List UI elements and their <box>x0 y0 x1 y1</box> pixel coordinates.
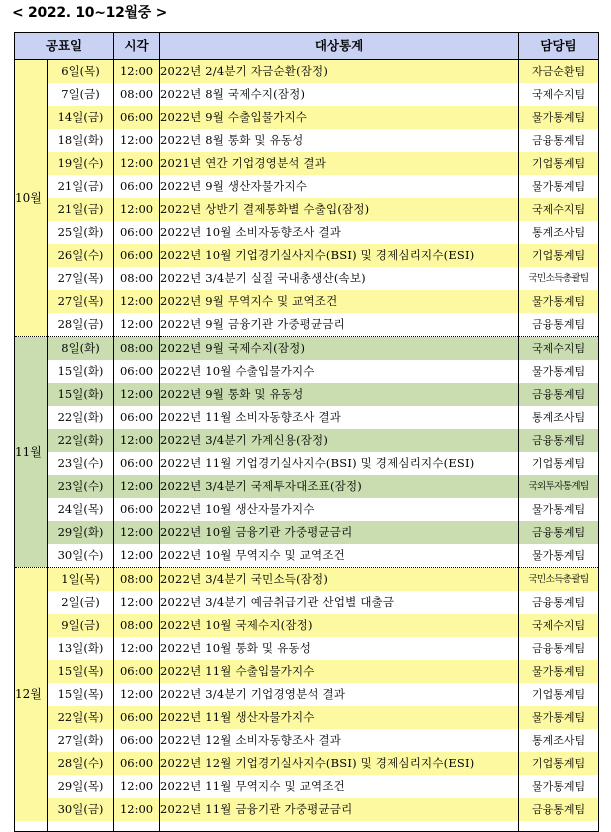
statistic-name: 2022년 9월 금융기관 가중평균금리 <box>160 313 519 337</box>
statistic-name: 2022년 3/4분기 예금취급기관 산업별 대출금 <box>160 591 519 614</box>
release-day: 15일(목) <box>48 683 114 706</box>
page-title: < 2022. 10~12월중 > <box>12 5 168 21</box>
table-row <box>15 337 599 361</box>
statistic-name: 2022년 11월 생산자물가지수 <box>160 706 519 729</box>
statistic-name: 2022년 8월 국제수지(잠정) <box>160 83 519 106</box>
statistic-name: 2022년 9월 통화 및 유동성 <box>160 383 519 406</box>
statistic-name: 2022년 11월 무역지수 및 교역조건 <box>160 775 519 798</box>
release-day: 2일(금) <box>48 591 114 614</box>
release-day: 13일(화) <box>48 637 114 660</box>
release-time: 12:00 <box>114 290 160 313</box>
release-day: 30일(수) <box>48 544 114 568</box>
statistic-name: 2022년 10월 수출입물가지수 <box>160 360 519 383</box>
release-time: 06:00 <box>114 752 160 775</box>
release-day: 22일(목) <box>48 706 114 729</box>
table-row <box>15 198 599 221</box>
release-time: 06:00 <box>114 244 160 267</box>
statistic-name: 2022년 9월 생산자물가지수 <box>160 175 519 198</box>
responsible-team: 국제수지팀 <box>519 83 599 106</box>
responsible-team: 물가통계팀 <box>519 706 599 729</box>
release-day: 26일(수) <box>48 244 114 267</box>
table-row <box>15 152 599 175</box>
statistic-name: 2022년 10월 생산자물가지수 <box>160 498 519 521</box>
statistic-name: 2022년 11월 금융기관 가중평균금리 <box>160 798 519 821</box>
release-day: 21일(금) <box>48 175 114 198</box>
table-row <box>15 83 599 106</box>
month-label: 10월 <box>15 60 48 337</box>
release-day: 27일(화) <box>48 729 114 752</box>
release-time: 12:00 <box>114 637 160 660</box>
month-label: 11월 <box>15 337 48 568</box>
release-day: 14일(금) <box>48 106 114 129</box>
responsible-team: 금융통계팀 <box>519 313 599 337</box>
statistic-name: 2022년 11월 소비자동향조사 결과 <box>160 406 519 429</box>
responsible-team: 금융통계팀 <box>519 637 599 660</box>
statistic-name: 2022년 10월 기업경기실사지수(BSI) 및 경제심리지수(ESI) <box>160 244 519 267</box>
responsible-team: 국제수지팀 <box>519 614 599 637</box>
release-day: 19일(수) <box>48 152 114 175</box>
statistic-name: 2022년 12월 소비자동향조사 결과 <box>160 729 519 752</box>
release-time: 06:00 <box>114 706 160 729</box>
table-row <box>15 706 599 729</box>
responsible-team: 물가통계팀 <box>519 775 599 798</box>
release-day: 15일(화) <box>48 360 114 383</box>
responsible-team: 기업통계팀 <box>519 683 599 706</box>
statistic-name: 2022년 12월 기업경기실사지수(BSI) 및 경제심리지수(ESI) <box>160 752 519 775</box>
release-time: 12:00 <box>114 429 160 452</box>
table-row <box>15 129 599 152</box>
table-row <box>15 660 599 683</box>
responsible-team: 자금순환팀 <box>519 60 599 84</box>
statistic-name: 2022년 10월 무역지수 및 교역조건 <box>160 544 519 568</box>
table-row <box>15 406 599 429</box>
table-row <box>15 429 599 452</box>
statistic-name: 2022년 3/4분기 기업경영분석 결과 <box>160 683 519 706</box>
release-schedule-table <box>14 32 599 832</box>
month-label: 12월 <box>15 568 48 822</box>
responsible-team: 물가통계팀 <box>519 106 599 129</box>
statistic-name: 2022년 10월 소비자동향조사 결과 <box>160 221 519 244</box>
statistic-name: 2022년 10월 국제수지(잠정) <box>160 614 519 637</box>
statistic-name: 2022년 3/4분기 국제투자대조표(잠정) <box>160 475 519 498</box>
responsible-team: 통계조사팀 <box>519 406 599 429</box>
release-time: 06:00 <box>114 452 160 475</box>
release-day: 30일(금) <box>48 798 114 821</box>
release-time: 12:00 <box>114 683 160 706</box>
header-stat: 대상통계 <box>160 33 519 60</box>
release-time: 12:00 <box>114 198 160 221</box>
header-team: 담당팀 <box>519 33 599 60</box>
responsible-team: 물가통계팀 <box>519 498 599 521</box>
release-day: 27일(목) <box>48 290 114 313</box>
responsible-team: 기업통계팀 <box>519 752 599 775</box>
statistic-name: 2022년 10월 통화 및 유동성 <box>160 637 519 660</box>
responsible-team: 국민소득총괄팀 <box>519 267 599 290</box>
statistic-name: 2022년 9월 국제수지(잠정) <box>160 337 519 361</box>
release-time: 12:00 <box>114 775 160 798</box>
release-day: 22일(화) <box>48 429 114 452</box>
release-time: 12:00 <box>114 798 160 821</box>
responsible-team: 국제수지팀 <box>519 198 599 221</box>
table-row <box>15 360 599 383</box>
header-time: 시각 <box>114 33 160 60</box>
statistic-name: 2021년 연간 기업경영분석 결과 <box>160 152 519 175</box>
table-row <box>15 729 599 752</box>
responsible-team: 물가통계팀 <box>519 544 599 568</box>
release-day: 29일(목) <box>48 775 114 798</box>
release-time: 08:00 <box>114 614 160 637</box>
responsible-team: 금융통계팀 <box>519 429 599 452</box>
responsible-team: 금융통계팀 <box>519 798 599 821</box>
release-day: 6일(목) <box>48 60 114 84</box>
table-row <box>15 290 599 313</box>
release-time: 06:00 <box>114 175 160 198</box>
release-day: 25일(화) <box>48 221 114 244</box>
release-day: 15일(목) <box>48 660 114 683</box>
responsible-team: 물가통계팀 <box>519 175 599 198</box>
table-row <box>15 106 599 129</box>
responsible-team: 기업통계팀 <box>519 244 599 267</box>
release-time: 12:00 <box>114 521 160 544</box>
statistic-name: 2022년 8월 통화 및 유동성 <box>160 129 519 152</box>
release-time: 08:00 <box>114 83 160 106</box>
release-time: 06:00 <box>114 406 160 429</box>
release-time: 06:00 <box>114 729 160 752</box>
release-day: 22일(화) <box>48 406 114 429</box>
table-row <box>15 175 599 198</box>
release-time: 06:00 <box>114 221 160 244</box>
release-time: 12:00 <box>114 313 160 337</box>
release-time: 12:00 <box>114 383 160 406</box>
statistic-name: 2022년 11월 수출입물가지수 <box>160 660 519 683</box>
statistic-name: 2022년 10월 금융기관 가중평균금리 <box>160 521 519 544</box>
responsible-team: 물가통계팀 <box>519 360 599 383</box>
table-row <box>15 798 599 821</box>
statistic-name: 2022년 2/4분기 자금순환(잠정) <box>160 60 519 84</box>
table-row <box>15 521 599 544</box>
release-time: 08:00 <box>114 568 160 592</box>
release-time: 12:00 <box>114 544 160 568</box>
table-row <box>15 775 599 798</box>
table-header-row <box>15 33 599 60</box>
release-time: 06:00 <box>114 660 160 683</box>
responsible-team: 금융통계팀 <box>519 521 599 544</box>
table-row <box>15 221 599 244</box>
table-row <box>15 752 599 775</box>
release-day: 1일(목) <box>48 568 114 592</box>
table-row <box>15 637 599 660</box>
release-day: 28일(금) <box>48 313 114 337</box>
responsible-team: 금융통계팀 <box>519 383 599 406</box>
release-time: 06:00 <box>114 498 160 521</box>
statistic-name: 2022년 3/4분기 가계신용(잠정) <box>160 429 519 452</box>
table-row <box>15 60 599 84</box>
statistic-name: 2022년 상반기 결제통화별 수출입(잠정) <box>160 198 519 221</box>
release-time: 12:00 <box>114 475 160 498</box>
responsible-team: 국민소득총괄팀 <box>519 568 599 592</box>
table-body <box>15 60 599 832</box>
table-row <box>15 614 599 637</box>
release-time: 06:00 <box>114 106 160 129</box>
release-day: 18일(화) <box>48 129 114 152</box>
release-day: 28일(수) <box>48 752 114 775</box>
responsible-team: 통계조사팀 <box>519 729 599 752</box>
table-row <box>15 383 599 406</box>
release-day: 27일(목) <box>48 267 114 290</box>
release-day: 24일(목) <box>48 498 114 521</box>
responsible-team: 기업통계팀 <box>519 152 599 175</box>
table-row <box>15 498 599 521</box>
release-time: 06:00 <box>114 360 160 383</box>
release-time: 08:00 <box>114 267 160 290</box>
responsible-team: 국외투자통계팀 <box>519 475 599 498</box>
responsible-team: 기업통계팀 <box>519 452 599 475</box>
release-time: 12:00 <box>114 152 160 175</box>
release-time: 08:00 <box>114 337 160 361</box>
responsible-team: 금융통계팀 <box>519 129 599 152</box>
release-day: 15일(화) <box>48 383 114 406</box>
table-row <box>15 267 599 290</box>
release-time: 12:00 <box>114 129 160 152</box>
responsible-team: 물가통계팀 <box>519 660 599 683</box>
release-day: 23일(수) <box>48 452 114 475</box>
responsible-team: 금융통계팀 <box>519 591 599 614</box>
responsible-team: 물가통계팀 <box>519 290 599 313</box>
table-row <box>15 544 599 568</box>
release-day: 9일(금) <box>48 614 114 637</box>
release-day: 8일(화) <box>48 337 114 361</box>
release-time: 12:00 <box>114 591 160 614</box>
table-row <box>15 475 599 498</box>
release-day: 23일(수) <box>48 475 114 498</box>
statistic-name: 2022년 3/4분기 실질 국내총생산(속보) <box>160 267 519 290</box>
table-row <box>15 244 599 267</box>
statistic-name: 2022년 9월 무역지수 및 교역조건 <box>160 290 519 313</box>
table-row <box>15 313 599 337</box>
release-day: 21일(금) <box>48 198 114 221</box>
table-row <box>15 568 599 592</box>
header-date: 공표일 <box>15 33 114 60</box>
release-day: 29일(화) <box>48 521 114 544</box>
responsible-team: 통계조사팀 <box>519 221 599 244</box>
release-day: 7일(금) <box>48 83 114 106</box>
table-row <box>15 452 599 475</box>
statistic-name: 2022년 9월 수출입물가지수 <box>160 106 519 129</box>
responsible-team: 국제수지팀 <box>519 337 599 361</box>
table-row <box>15 591 599 614</box>
statistic-name: 2022년 11월 기업경기실사지수(BSI) 및 경제심리지수(ESI) <box>160 452 519 475</box>
statistic-name: 2022년 3/4분기 국민소득(잠정) <box>160 568 519 592</box>
release-time: 12:00 <box>114 60 160 84</box>
table-row <box>15 683 599 706</box>
